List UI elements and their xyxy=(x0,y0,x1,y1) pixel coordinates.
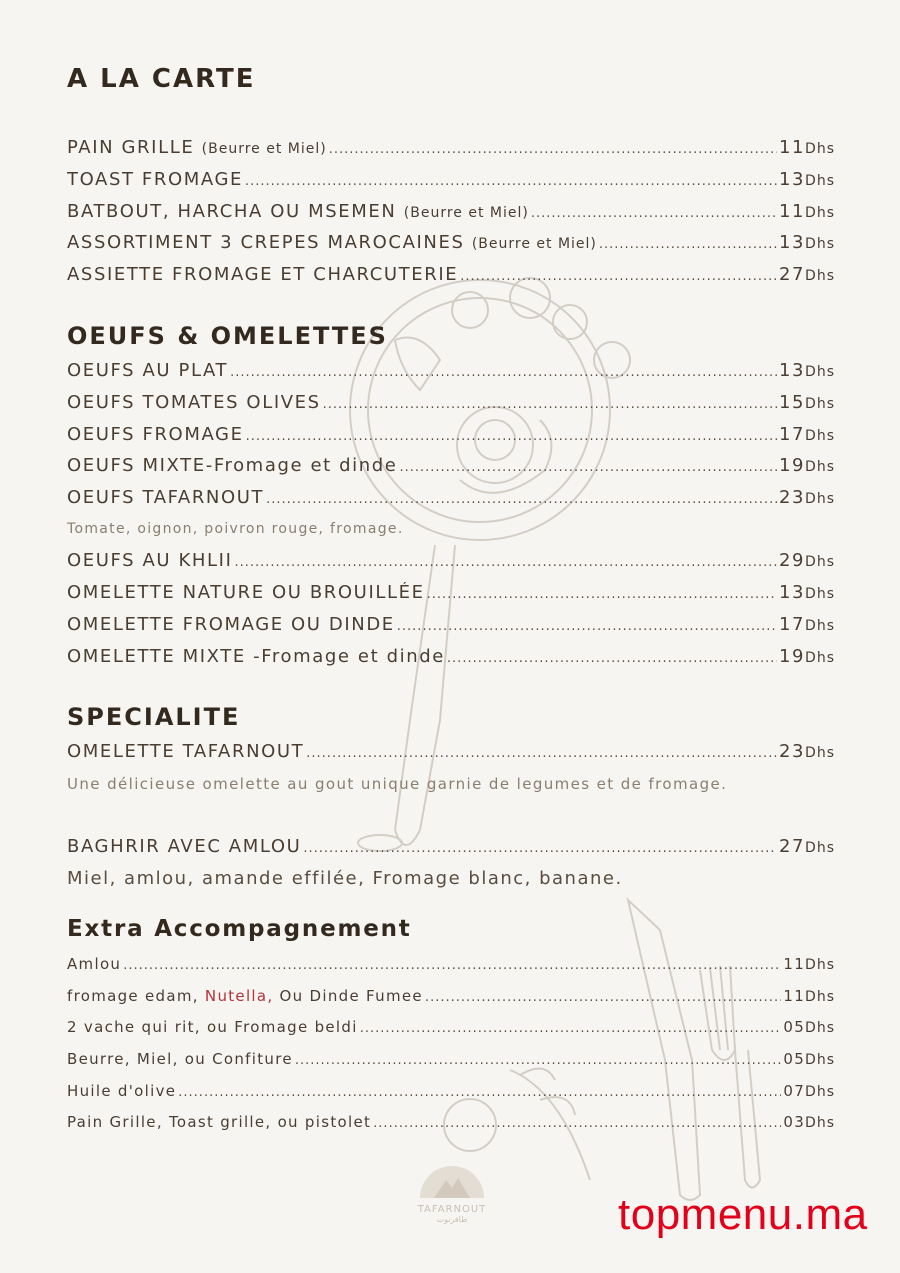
dot-leader xyxy=(360,1021,782,1036)
item-price: 19Dhs xyxy=(778,646,835,667)
menu-item xyxy=(67,836,835,862)
item-price: 11Dhs xyxy=(783,955,835,973)
dot-leader xyxy=(266,492,777,507)
item-price: 17Dhs xyxy=(778,424,835,445)
item-price: 13Dhs xyxy=(778,582,835,603)
item-name: ASSIETTE FROMAGE ET CHARCUTERIE xyxy=(67,264,459,285)
item-price: 23Dhs xyxy=(778,741,835,762)
item-name: BAGHRIR AVEC AMLOU xyxy=(67,836,302,857)
item-name: OMELETTE FROMAGE OU DINDE xyxy=(67,614,395,635)
menu-item xyxy=(67,392,835,418)
sun-icon xyxy=(412,1160,492,1200)
menu-item xyxy=(67,550,835,576)
dot-leader xyxy=(425,990,781,1005)
item-price: 15Dhs xyxy=(778,392,835,413)
item-name: Amlou xyxy=(67,955,122,973)
menu-item xyxy=(67,137,835,163)
dot-leader xyxy=(329,142,777,157)
item-price: 05Dhs xyxy=(783,1018,835,1036)
section-title-a-la-carte: A LA CARTE xyxy=(67,64,256,94)
section-title-extra: Extra Accompagnement xyxy=(67,916,412,942)
dot-leader xyxy=(599,237,777,252)
dot-leader xyxy=(303,841,777,856)
menu-item xyxy=(67,646,835,672)
menu-item xyxy=(67,955,835,981)
menu-item xyxy=(67,169,835,195)
menu-item xyxy=(67,487,835,513)
item-price: 19Dhs xyxy=(778,455,835,476)
item-description: Une délicieuse omelette au gout unique garnie de legumes et de fromage. xyxy=(67,775,728,793)
item-name: OEUFS TOMATES OLIVES xyxy=(67,392,321,413)
dot-leader xyxy=(447,651,777,666)
dot-leader xyxy=(531,206,777,221)
dot-leader xyxy=(295,1053,781,1068)
item-name: OEUFS AU KHLII xyxy=(67,550,233,571)
item-name: 2 vache qui rit, ou Fromage beldi xyxy=(67,1018,358,1036)
dot-leader xyxy=(246,429,777,444)
item-name: OEUFS MIXTE-Fromage et dinde xyxy=(67,455,398,476)
dot-leader xyxy=(235,555,777,570)
menu-item xyxy=(67,1018,835,1044)
menu-item xyxy=(67,424,835,450)
section-title-specialite: SPECIALITE xyxy=(67,703,241,731)
item-price: 11Dhs xyxy=(778,201,835,222)
item-name: OEUFS AU PLAT xyxy=(67,360,229,381)
dot-leader xyxy=(245,174,777,189)
dot-leader xyxy=(373,1116,781,1131)
item-price: 03Dhs xyxy=(783,1113,835,1131)
item-description: Miel, amlou, amande effilée, Fromage blanc, banane. xyxy=(67,868,623,889)
dot-leader xyxy=(460,269,777,284)
menu-item xyxy=(67,455,835,481)
item-price: 13Dhs xyxy=(778,169,835,190)
item-name: Pain Grille, Toast grille, ou pistolet xyxy=(67,1113,372,1131)
item-name: OEUFS TAFARNOUT xyxy=(67,487,265,508)
menu-item xyxy=(67,614,835,640)
item-name: OEUFS FROMAGE xyxy=(67,424,244,445)
item-price: 07Dhs xyxy=(783,1082,835,1100)
menu-item xyxy=(67,1082,835,1108)
menu-item xyxy=(67,360,835,386)
dot-leader xyxy=(178,1085,781,1100)
menu-item xyxy=(67,264,835,290)
item-name: OMELETTE TAFARNOUT xyxy=(67,741,305,762)
item-price: 05Dhs xyxy=(783,1050,835,1068)
item-name: ASSORTIMENT 3 CREPES MAROCAINES (Beurre et Miel) xyxy=(67,232,597,253)
tafarnout-logo: TAFARNOUT طافرنوت xyxy=(412,1160,492,1224)
menu-item xyxy=(67,1113,835,1139)
item-name: Huile d'olive xyxy=(67,1082,177,1100)
item-name: BATBOUT, HARCHA OU MSEMEN (Beurre et Miel) xyxy=(67,201,529,222)
dot-leader xyxy=(427,587,777,602)
item-price: 17Dhs xyxy=(778,614,835,635)
menu-item xyxy=(67,1050,835,1076)
item-name: fromage edam, Nutella, Ou Dinde Fumee xyxy=(67,987,423,1005)
item-name: Beurre, Miel, ou Confiture xyxy=(67,1050,293,1068)
item-price: 27Dhs xyxy=(778,264,835,285)
dot-leader xyxy=(397,619,777,634)
dot-leader xyxy=(399,460,776,475)
item-price: 13Dhs xyxy=(778,232,835,253)
watermark: topmenu.ma xyxy=(618,1190,868,1239)
item-price: 11Dhs xyxy=(783,987,835,1005)
dot-leader xyxy=(323,397,777,412)
highlight-text: Nutella, xyxy=(204,987,274,1005)
item-name: PAIN GRILLE (Beurre et Miel) xyxy=(67,137,327,158)
menu-item xyxy=(67,201,835,227)
menu-item xyxy=(67,987,835,1013)
item-price: 29Dhs xyxy=(778,550,835,571)
dot-leader xyxy=(123,958,781,973)
item-price: 23Dhs xyxy=(778,487,835,508)
item-price: 13Dhs xyxy=(778,360,835,381)
dot-leader xyxy=(230,365,777,380)
menu-item xyxy=(67,582,835,608)
dot-leader xyxy=(306,746,777,761)
item-name: OMELETTE NATURE OU BROUILLÉE xyxy=(67,582,425,603)
item-name: TOAST FROMAGE xyxy=(67,169,243,190)
item-price: 11Dhs xyxy=(778,137,835,158)
item-name: OMELETTE MIXTE -Fromage et dinde xyxy=(67,646,445,667)
menu-item xyxy=(67,741,835,767)
menu-item xyxy=(67,232,835,258)
section-title-oeufs: OEUFS & OMELETTES xyxy=(67,322,388,350)
item-price: 27Dhs xyxy=(778,836,835,857)
item-description: Tomate, oignon, poivron rouge, fromage. xyxy=(67,521,404,537)
